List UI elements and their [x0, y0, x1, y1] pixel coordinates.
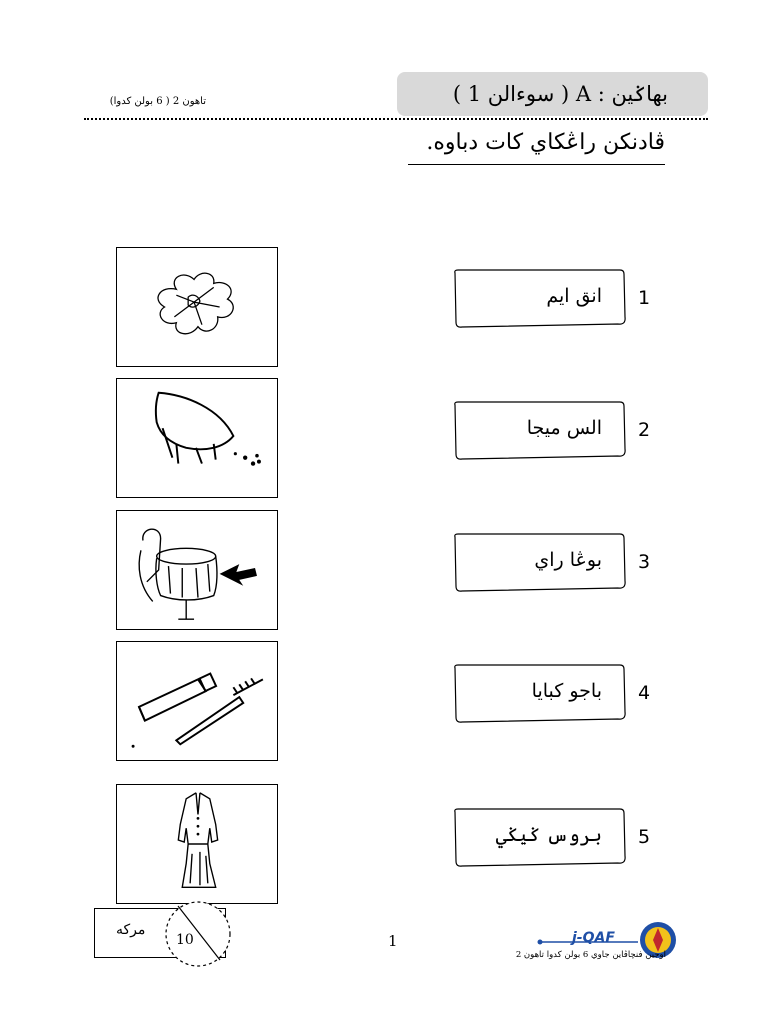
picture-box-1[interactable]	[116, 247, 278, 367]
word-label-1: انق ايم	[546, 285, 602, 307]
section-title: بهاݢين : A ( سوءالن 1 )	[452, 82, 668, 106]
leaf-picture	[117, 379, 277, 497]
picture-box-2[interactable]	[116, 378, 278, 498]
item-number-5: 5	[638, 826, 651, 848]
word-box-3[interactable]	[452, 531, 628, 591]
kebaya-dress-picture	[117, 785, 277, 903]
word-box-5[interactable]	[452, 806, 628, 866]
word-label-3: بوڠا راي	[534, 549, 602, 571]
hibiscus-flower-picture	[117, 248, 277, 366]
toothpaste-toothbrush-picture	[117, 642, 277, 760]
grade-label: تاهون 2 ( 6 بولن كدوا)	[109, 96, 206, 107]
instruction-underline	[408, 164, 665, 165]
marks-circle-icon	[160, 898, 236, 972]
picture-box-3[interactable]	[116, 510, 278, 630]
item-number-2: 2	[638, 419, 651, 441]
word-label-2: الس ميجا	[526, 417, 602, 439]
item-number-1: 1	[638, 287, 651, 309]
footer-caption: اوجين فنچاڤاين جاوي 6 بولن كدوا تاهون 2	[515, 950, 666, 960]
word-box-1[interactable]	[452, 267, 628, 327]
marks-total: 10	[176, 932, 194, 948]
marks-label: مركه	[116, 922, 146, 938]
item-number-3: 3	[638, 551, 651, 573]
header-divider	[84, 118, 708, 120]
table-picture	[117, 511, 277, 629]
picture-box-4[interactable]	[116, 641, 278, 761]
item-number-4: 4	[638, 682, 651, 704]
word-label-4: باجو كبايا	[531, 680, 602, 702]
page-number: 1	[388, 932, 398, 950]
picture-box-5[interactable]	[116, 784, 278, 904]
word-box-4[interactable]	[452, 662, 628, 722]
word-label-5: بروس ݢيݢي	[495, 824, 602, 846]
instruction-text: ڤادنكن راڠكاي كات دباوه.	[426, 130, 665, 155]
logo-text: j-QAF	[572, 930, 615, 946]
word-box-2[interactable]	[452, 399, 628, 459]
